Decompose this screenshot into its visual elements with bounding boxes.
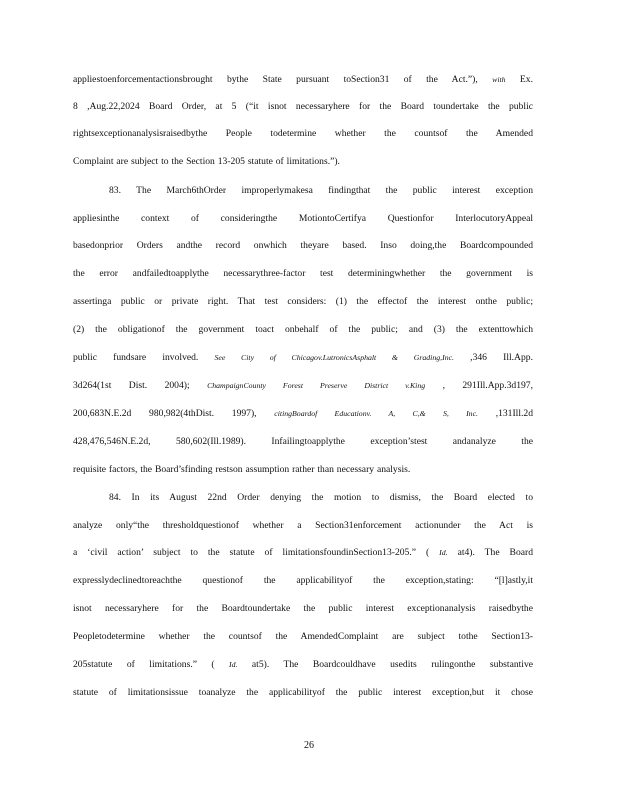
text-line xyxy=(73,74,533,86)
text-run: a ‘civil action’ subject to the statute of limitationsfoundinSection13-205.” ( xyxy=(73,547,430,558)
citation-signal: with xyxy=(492,75,506,84)
text-run: Ex. xyxy=(519,74,533,85)
text-line: requisite factors, the Board’sfinding restson assumption rather than necessary analysis. xyxy=(73,464,411,475)
text-run: public fundsare involved. xyxy=(73,352,199,363)
text-run: ,131Ill.2d xyxy=(495,408,533,419)
text-line: 428,476,546N.E.2d, 580,602(Ill.1989). Infailingtoapplythe exception’stest andanalyze the xyxy=(73,436,533,447)
text-line: Peopletodetermine whether the countsof the AmendedComplaint are subject tothe Section13- xyxy=(73,631,533,642)
case-citation: ChampaignCounty Forest Preserve District v.King xyxy=(207,381,426,390)
text-line xyxy=(73,352,533,364)
case-citation: citingBoardof Educationv. A, C,& S, Inc. xyxy=(274,409,478,418)
text-line: Complaint are subject to the Section 13-205 statute of limitations.”). xyxy=(73,156,340,167)
text-run: , 291Ill.App.3d197, xyxy=(442,380,533,391)
text-line: analyze only“the thresholdquestionof whether a Section31enforcement actionunder the Act is xyxy=(73,520,533,531)
text-run: at4). The Board xyxy=(457,547,533,558)
text-line: (2) the obligationof the government toact onbehalf of the public; and (3) the extenttowhich xyxy=(73,324,533,335)
text-line: isnot necessaryhere for the Boardtoundertake the public interest exceptionanalysis raisedbythe xyxy=(73,603,533,614)
text-line xyxy=(73,408,533,420)
text-run: appliestoenforcementactionsbrought bythe State pursuant toSection31 of the Act.”), xyxy=(73,74,478,85)
text-line: 8 ,Aug.22,2024 Board Order, at 5 (“it isnot necessaryhere for the Board toundertake the public xyxy=(73,101,533,112)
id-citation: Id. xyxy=(439,548,448,557)
text-run: ,346 Ill.App. xyxy=(470,352,533,363)
text-line: basedonprior Orders andthe record onwhich theyare based. Inso doing,the Boardcompounded xyxy=(73,240,533,251)
paragraph-83-first-line: 83. The March6thOrder improperlymakesa findingthat the public interest exception xyxy=(109,185,533,196)
text-line: expresslydeclinedtoreachthe questionof the applicabilityof the exception,stating: “[l]astly,it xyxy=(73,575,533,586)
text-line: the error andfailedtoapplythe necessarythree-factor test determiningwhether the government is xyxy=(73,268,533,279)
text-line: assertinga public or private right. That test considers: (1) the effectof the interest onthe public; xyxy=(73,296,533,307)
text-line: appliesinthe context of consideringthe MotiontoCertifya Questionfor InterlocutoryAppeal xyxy=(73,213,533,224)
id-citation: Id. xyxy=(229,660,238,669)
text-line: statute of limitationsissue toanalyze the applicabilityof the public interest exception,but it chose xyxy=(73,687,533,698)
case-citation: See City of Chicagov.LutronicsAsphalt & Grading,Inc. xyxy=(214,353,454,362)
text-run: 200,683N.E.2d 980,982(4thDist. 1997), xyxy=(73,408,257,419)
text-run: 3d264(1st Dist. 2004); xyxy=(73,380,190,391)
page-number: 26 xyxy=(304,740,314,751)
paragraph-84-first-line: 84. In its August 22nd Order denying the motion to dismiss, the Board elected to xyxy=(109,492,533,503)
text-run: 205statute of limitations.” ( xyxy=(73,659,215,670)
text-run: at5). The Boardcouldhave usedits rulingonthe substantive xyxy=(251,659,534,670)
text-line xyxy=(73,659,533,671)
text-line xyxy=(73,547,533,559)
text-line: rightsexceptionanalysisraisedbythe People todetermine whether the countsof the Amended xyxy=(73,128,533,139)
text-line xyxy=(73,380,533,392)
